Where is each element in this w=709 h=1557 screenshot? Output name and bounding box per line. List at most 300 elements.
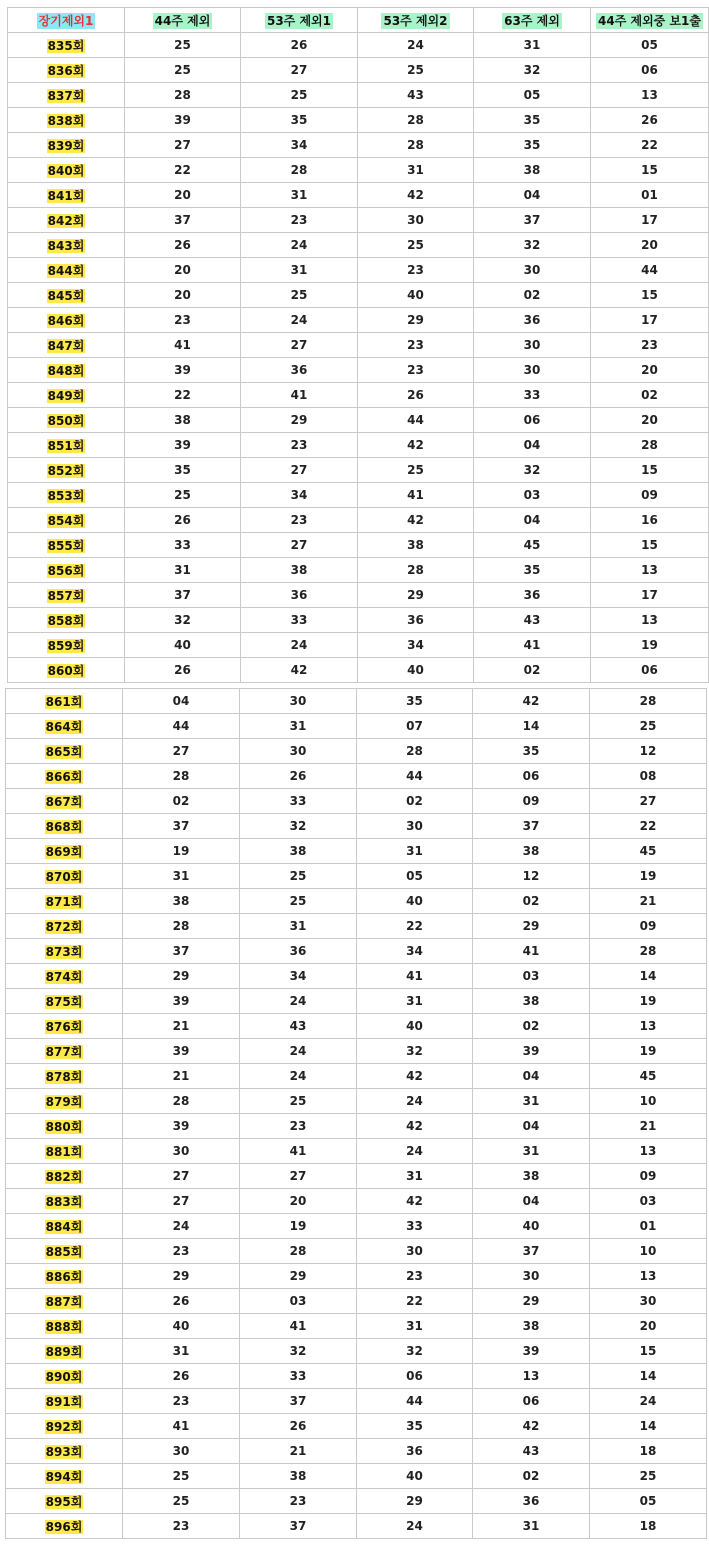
value-cell: 29 — [358, 583, 474, 608]
table-row — [8, 308, 709, 333]
value-cell: 23 — [125, 308, 241, 333]
value-cell: 17 — [591, 583, 709, 608]
round-cell — [8, 283, 125, 308]
round-cell — [6, 1239, 123, 1264]
value-cell: 25 — [125, 58, 241, 83]
value-cell: 09 — [590, 914, 707, 939]
value-cell: 24 — [123, 1214, 240, 1239]
value-cell: 19 — [590, 864, 707, 889]
table-row — [6, 1189, 707, 1214]
round-label: 880회 — [45, 1119, 83, 1134]
table-row — [8, 633, 709, 658]
value-cell: 31 — [241, 183, 358, 208]
round-label: 888회 — [45, 1319, 83, 1334]
value-cell: 41 — [357, 964, 473, 989]
value-cell: 41 — [473, 939, 590, 964]
round-cell — [8, 108, 125, 133]
table-row — [8, 208, 709, 233]
round-label: 894회 — [45, 1469, 83, 1484]
round-label: 879회 — [45, 1094, 83, 1109]
table-row — [8, 508, 709, 533]
table-row — [8, 408, 709, 433]
value-cell: 21 — [590, 1114, 707, 1139]
value-cell: 23 — [123, 1514, 240, 1539]
value-cell: 25 — [125, 483, 241, 508]
round-label: 847회 — [47, 338, 85, 353]
round-cell — [6, 964, 123, 989]
value-cell: 31 — [473, 1514, 590, 1539]
table-row — [6, 1339, 707, 1364]
round-cell — [8, 83, 125, 108]
value-cell: 21 — [590, 889, 707, 914]
round-cell — [8, 158, 125, 183]
header-cell — [8, 8, 125, 33]
value-cell: 31 — [125, 558, 241, 583]
round-cell — [6, 1414, 123, 1439]
value-cell: 39 — [125, 108, 241, 133]
table-row — [6, 839, 707, 864]
table-row — [6, 1364, 707, 1389]
round-label: 864회 — [45, 719, 83, 734]
value-cell: 26 — [241, 33, 358, 58]
round-label: 859회 — [47, 638, 85, 653]
value-cell: 05 — [590, 1489, 707, 1514]
round-cell — [6, 1339, 123, 1364]
round-label: 878회 — [45, 1069, 83, 1084]
round-label: 866회 — [45, 769, 83, 784]
value-cell: 26 — [591, 108, 709, 133]
value-cell: 22 — [125, 383, 241, 408]
round-label: 856회 — [47, 563, 85, 578]
value-cell: 35 — [474, 108, 591, 133]
value-cell: 04 — [474, 183, 591, 208]
round-cell — [6, 739, 123, 764]
value-cell: 35 — [357, 1414, 473, 1439]
value-cell: 37 — [473, 1239, 590, 1264]
round-cell — [6, 864, 123, 889]
round-label: 860회 — [47, 663, 85, 678]
table-row — [8, 558, 709, 583]
round-label: 869회 — [45, 844, 83, 859]
value-cell: 33 — [357, 1214, 473, 1239]
value-cell: 42 — [241, 658, 358, 683]
value-cell: 20 — [590, 1314, 707, 1339]
value-cell: 32 — [240, 1339, 357, 1364]
value-cell: 25 — [358, 233, 474, 258]
table-row — [8, 458, 709, 483]
value-cell: 30 — [474, 358, 591, 383]
value-cell: 25 — [123, 1464, 240, 1489]
value-cell: 38 — [473, 989, 590, 1014]
round-cell — [8, 333, 125, 358]
value-cell: 04 — [473, 1114, 590, 1139]
value-cell: 13 — [590, 1014, 707, 1039]
table-row — [6, 1389, 707, 1414]
round-label: 845회 — [47, 288, 85, 303]
round-cell — [6, 1364, 123, 1389]
round-cell — [6, 1439, 123, 1464]
value-cell: 28 — [358, 558, 474, 583]
value-cell: 22 — [591, 133, 709, 158]
round-cell — [8, 233, 125, 258]
value-cell: 37 — [240, 1389, 357, 1414]
table-row — [8, 583, 709, 608]
table-row — [6, 1214, 707, 1239]
round-label: 837회 — [47, 88, 85, 103]
header-row — [8, 8, 709, 33]
value-cell: 35 — [241, 108, 358, 133]
table-row — [6, 1464, 707, 1489]
round-cell — [8, 658, 125, 683]
value-cell: 28 — [123, 914, 240, 939]
round-cell — [8, 58, 125, 83]
value-cell: 19 — [240, 1214, 357, 1239]
value-cell: 02 — [357, 789, 473, 814]
value-cell: 23 — [240, 1489, 357, 1514]
value-cell: 42 — [357, 1064, 473, 1089]
value-cell: 35 — [473, 739, 590, 764]
value-cell-hit: 40 — [357, 1464, 473, 1489]
value-cell: 13 — [591, 558, 709, 583]
value-cell: 23 — [358, 258, 474, 283]
value-cell-hit: 23 — [357, 1264, 473, 1289]
round-cell — [6, 1214, 123, 1239]
header-label: 63주 제외 — [504, 13, 560, 28]
value-cell: 24 — [357, 1514, 473, 1539]
value-cell-hit: 43 — [474, 608, 591, 633]
round-cell — [6, 1164, 123, 1189]
value-cell: 17 — [591, 208, 709, 233]
value-cell: 44 — [358, 408, 474, 433]
round-label: 893회 — [45, 1444, 83, 1459]
value-cell: 38 — [123, 889, 240, 914]
table-row — [6, 1064, 707, 1089]
table-row — [6, 689, 707, 714]
round-cell — [8, 633, 125, 658]
round-label: 885회 — [45, 1244, 83, 1259]
value-cell-hit: 41 — [474, 633, 591, 658]
value-cell: 36 — [240, 939, 357, 964]
round-label: 883회 — [45, 1194, 83, 1209]
table-row — [6, 1264, 707, 1289]
table-row — [8, 183, 709, 208]
value-cell-hit: 28 — [125, 83, 241, 108]
value-cell: 18 — [590, 1439, 707, 1464]
value-cell: 26 — [123, 1289, 240, 1314]
value-cell: 32 — [474, 58, 591, 83]
value-cell: 14 — [590, 1414, 707, 1439]
value-cell: 23 — [241, 433, 358, 458]
round-label: 850회 — [47, 413, 85, 428]
value-cell-hit: 13 — [591, 608, 709, 633]
round-label: 858회 — [47, 613, 85, 628]
table-row — [6, 939, 707, 964]
table-row — [6, 764, 707, 789]
value-cell: 44 — [357, 1389, 473, 1414]
value-cell: 38 — [473, 839, 590, 864]
value-cell: 38 — [240, 1464, 357, 1489]
value-cell: 24 — [241, 308, 358, 333]
table-row — [6, 714, 707, 739]
exclusion-table-bottom — [5, 688, 707, 1539]
value-cell: 42 — [357, 1189, 473, 1214]
value-cell: 06 — [591, 658, 709, 683]
value-cell: 43 — [358, 83, 474, 108]
value-cell: 34 — [241, 483, 358, 508]
round-label: 838회 — [47, 113, 85, 128]
value-cell: 23 — [241, 208, 358, 233]
value-cell: 20 — [591, 358, 709, 383]
value-cell: 27 — [125, 133, 241, 158]
value-cell: 27 — [590, 789, 707, 814]
value-cell: 32 — [474, 458, 591, 483]
value-cell: 04 — [474, 433, 591, 458]
value-cell: 24 — [241, 633, 358, 658]
value-cell: 22 — [125, 158, 241, 183]
value-cell: 43 — [473, 1439, 590, 1464]
value-cell: 28 — [240, 1239, 357, 1264]
value-cell: 39 — [123, 1039, 240, 1064]
value-cell: 45 — [474, 533, 591, 558]
value-cell: 05 — [591, 33, 709, 58]
value-cell: 23 — [591, 333, 709, 358]
round-cell — [8, 558, 125, 583]
round-cell — [6, 989, 123, 1014]
value-cell-hit: 28 — [241, 158, 358, 183]
table-row — [8, 58, 709, 83]
value-cell: 30 — [123, 1439, 240, 1464]
table-row — [8, 383, 709, 408]
value-cell: 06 — [474, 408, 591, 433]
value-cell: 29 — [240, 1264, 357, 1289]
value-cell: 24 — [240, 1039, 357, 1064]
value-cell: 36 — [357, 1439, 473, 1464]
value-cell: 30 — [473, 1264, 590, 1289]
value-cell: 27 — [240, 1164, 357, 1189]
round-label: 854회 — [47, 513, 85, 528]
value-cell: 02 — [123, 789, 240, 814]
value-cell: 30 — [358, 208, 474, 233]
value-cell: 03 — [590, 1189, 707, 1214]
round-label: 884회 — [45, 1219, 83, 1234]
value-cell: 15 — [591, 458, 709, 483]
value-cell: 41 — [358, 483, 474, 508]
round-cell — [8, 208, 125, 233]
value-cell: 28 — [590, 689, 707, 714]
value-cell: 02 — [473, 1014, 590, 1039]
value-cell: 42 — [358, 183, 474, 208]
value-cell: 40 — [123, 1314, 240, 1339]
round-label: 886회 — [45, 1269, 83, 1284]
value-cell: 23 — [358, 358, 474, 383]
table-row — [8, 358, 709, 383]
value-cell-hit: 32 — [125, 608, 241, 633]
value-cell: 25 — [240, 1089, 357, 1114]
round-cell — [6, 1514, 123, 1539]
value-cell: 41 — [240, 1314, 357, 1339]
value-cell: 02 — [591, 383, 709, 408]
value-cell: 32 — [240, 814, 357, 839]
table-row — [6, 814, 707, 839]
round-cell — [8, 483, 125, 508]
round-label: 857회 — [47, 588, 85, 603]
value-cell: 30 — [357, 1239, 473, 1264]
value-cell: 27 — [241, 458, 358, 483]
table-row — [6, 864, 707, 889]
round-label: 877회 — [45, 1044, 83, 1059]
header-cell — [591, 8, 709, 33]
value-cell-hit: 10 — [590, 1089, 707, 1114]
round-cell — [6, 839, 123, 864]
value-cell: 44 — [357, 764, 473, 789]
value-cell-hit: 15 — [591, 533, 709, 558]
value-cell: 40 — [358, 658, 474, 683]
value-cell: 31 — [241, 258, 358, 283]
value-cell: 06 — [473, 1389, 590, 1414]
value-cell: 42 — [473, 689, 590, 714]
value-cell-hit: 25 — [241, 83, 358, 108]
value-cell: 45 — [590, 839, 707, 864]
value-cell: 31 — [240, 914, 357, 939]
value-cell: 23 — [123, 1389, 240, 1414]
table-row — [6, 1164, 707, 1189]
value-cell: 41 — [123, 1414, 240, 1439]
header-label: 44주 제외 — [154, 13, 211, 28]
value-cell: 26 — [125, 233, 241, 258]
header-cell — [241, 8, 358, 33]
round-cell — [8, 533, 125, 558]
value-cell-hit: 07 — [357, 714, 473, 739]
value-cell: 39 — [125, 433, 241, 458]
value-cell: 37 — [123, 939, 240, 964]
round-cell — [6, 814, 123, 839]
value-cell: 27 — [123, 1164, 240, 1189]
round-cell — [8, 408, 125, 433]
round-cell — [8, 458, 125, 483]
round-label: 896회 — [45, 1519, 83, 1534]
value-cell: 26 — [125, 658, 241, 683]
round-label: 849회 — [47, 388, 85, 403]
header-cell — [125, 8, 241, 33]
value-cell: 33 — [240, 1364, 357, 1389]
value-cell: 04 — [123, 689, 240, 714]
value-cell: 19 — [590, 1039, 707, 1064]
value-cell: 41 — [125, 333, 241, 358]
value-cell: 26 — [125, 508, 241, 533]
value-cell: 27 — [241, 333, 358, 358]
value-cell: 31 — [357, 839, 473, 864]
table-row — [6, 1114, 707, 1139]
table-row — [8, 608, 709, 633]
value-cell: 02 — [474, 283, 591, 308]
round-label: 861회 — [45, 694, 83, 709]
table-row — [6, 1514, 707, 1539]
round-label: 839회 — [47, 138, 85, 153]
value-cell: 02 — [474, 658, 591, 683]
value-cell: 34 — [358, 633, 474, 658]
round-label: 875회 — [45, 994, 83, 1009]
value-cell: 28 — [358, 133, 474, 158]
value-cell: 22 — [357, 1289, 473, 1314]
round-cell — [8, 308, 125, 333]
value-cell: 40 — [357, 1014, 473, 1039]
value-cell: 13 — [590, 1139, 707, 1164]
value-cell: 25 — [240, 889, 357, 914]
value-cell-hit: 26 — [240, 1414, 357, 1439]
round-cell — [6, 1039, 123, 1064]
round-label: 855회 — [47, 538, 85, 553]
value-cell-hit: 25 — [590, 714, 707, 739]
value-cell: 32 — [357, 1339, 473, 1364]
value-cell: 12 — [590, 739, 707, 764]
round-label: 892회 — [45, 1419, 83, 1434]
value-cell: 32 — [357, 1039, 473, 1064]
round-label: 840회 — [47, 163, 85, 178]
value-cell: 23 — [241, 508, 358, 533]
value-cell: 28 — [358, 108, 474, 133]
value-cell-hit: 39 — [125, 358, 241, 383]
value-cell: 02 — [473, 1464, 590, 1489]
value-cell: 20 — [125, 258, 241, 283]
value-cell: 09 — [590, 1164, 707, 1189]
round-cell — [6, 1114, 123, 1139]
value-cell: 30 — [357, 814, 473, 839]
round-cell — [6, 1389, 123, 1414]
value-cell: 25 — [241, 283, 358, 308]
round-cell — [8, 583, 125, 608]
round-label: 846회 — [47, 313, 85, 328]
value-cell: 38 — [240, 839, 357, 864]
value-cell-hit: 40 — [358, 283, 474, 308]
round-label: 871회 — [45, 894, 83, 909]
value-cell: 15 — [591, 283, 709, 308]
value-cell: 08 — [590, 764, 707, 789]
value-cell: 20 — [240, 1189, 357, 1214]
value-cell: 25 — [123, 1489, 240, 1514]
value-cell: 29 — [123, 964, 240, 989]
value-cell: 24 — [357, 1139, 473, 1164]
value-cell: 20 — [591, 233, 709, 258]
value-cell: 33 — [125, 533, 241, 558]
round-cell — [6, 1089, 123, 1114]
table-row — [6, 889, 707, 914]
round-cell — [6, 1489, 123, 1514]
table-row — [6, 1314, 707, 1339]
table-row — [6, 739, 707, 764]
table-row — [8, 33, 709, 58]
round-cell — [6, 1064, 123, 1089]
value-cell: 31 — [357, 989, 473, 1014]
value-cell: 31 — [357, 1164, 473, 1189]
table-row — [6, 989, 707, 1014]
round-label: 870회 — [45, 869, 83, 884]
value-cell: 15 — [591, 158, 709, 183]
round-cell — [8, 358, 125, 383]
value-cell: 24 — [357, 1089, 473, 1114]
table-row — [6, 1014, 707, 1039]
value-cell: 34 — [357, 939, 473, 964]
value-cell: 24 — [241, 233, 358, 258]
value-cell: 06 — [591, 58, 709, 83]
value-cell-hit: 23 — [240, 1114, 357, 1139]
value-cell-hit: 39 — [473, 1339, 590, 1364]
round-cell — [8, 383, 125, 408]
value-cell: 23 — [123, 1239, 240, 1264]
value-cell: 32 — [474, 233, 591, 258]
round-cell — [6, 1014, 123, 1039]
value-cell: 27 — [123, 739, 240, 764]
value-cell: 20 — [125, 183, 241, 208]
